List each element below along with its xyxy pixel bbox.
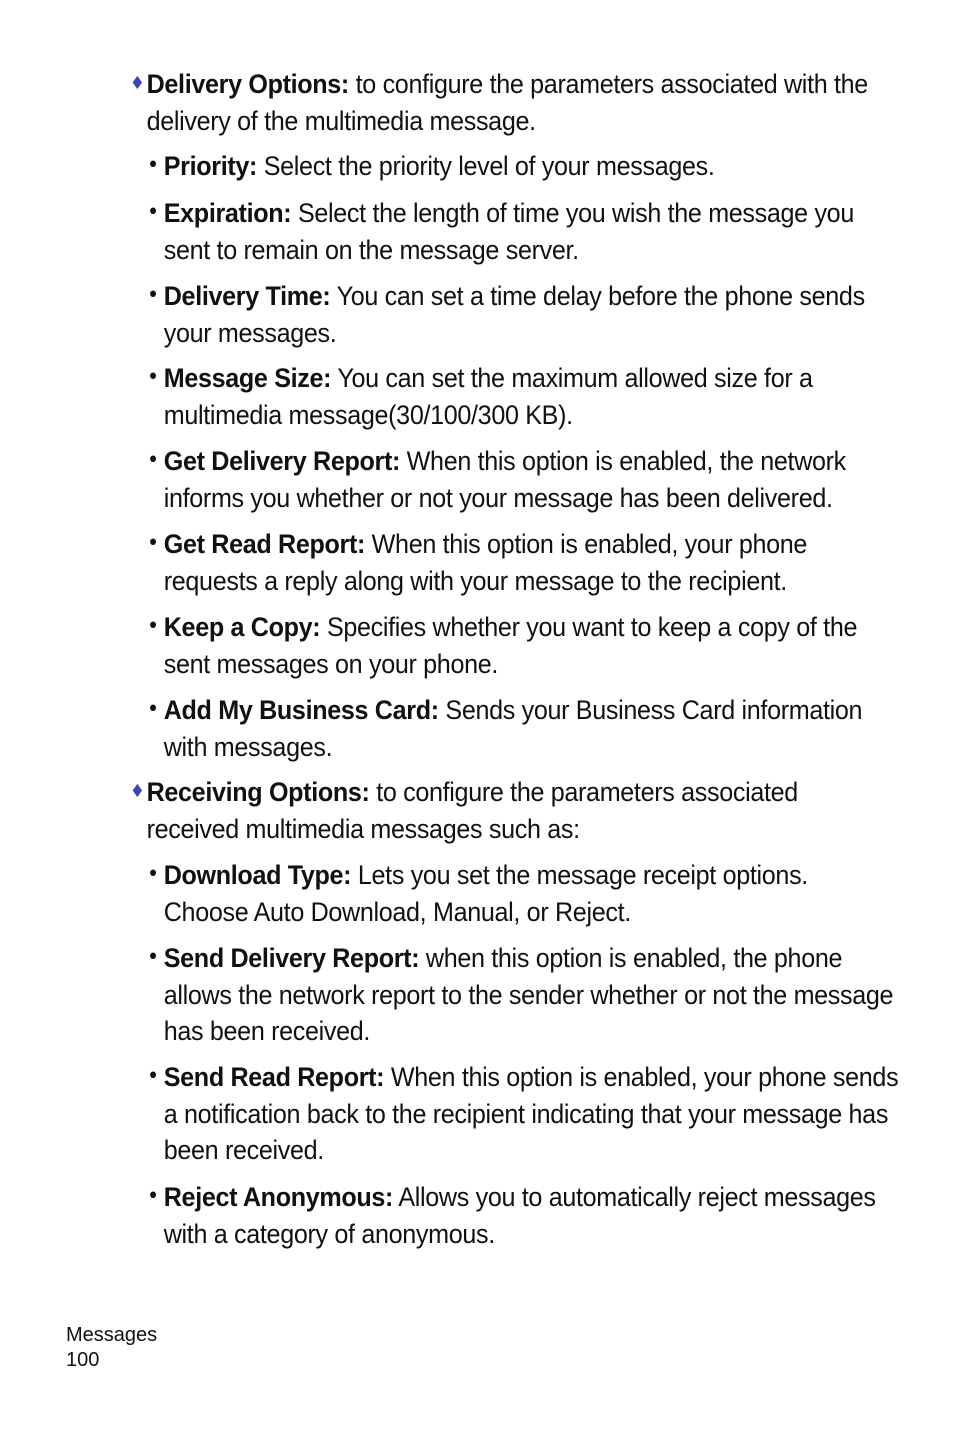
item-text bbox=[164, 195, 899, 268]
item-description: You can set the maximum allowed size for a multimedia message(30/100/300 KB). bbox=[163, 363, 813, 430]
bullet-icon: • bbox=[147, 1184, 159, 1209]
item-text bbox=[164, 609, 899, 682]
item-label: Download Type: bbox=[163, 860, 352, 890]
item-label: Reject Anonymous: bbox=[163, 1182, 394, 1212]
list-item-expiration bbox=[147, 195, 854, 268]
item-label: Message Size: bbox=[163, 363, 332, 393]
item-text bbox=[164, 857, 899, 930]
bullet-icon: • bbox=[147, 448, 159, 473]
item-text bbox=[164, 443, 899, 516]
item-text bbox=[164, 940, 899, 1050]
item-description: Lets you set the message receipt options. Choose Auto Download, Manual, or Reject. bbox=[163, 860, 808, 927]
bullet-icon: • bbox=[147, 945, 159, 970]
section-description: to configure the parameters associated with the delivery of the multimedia message. bbox=[146, 69, 868, 136]
bullet-icon: • bbox=[147, 697, 159, 722]
item-text bbox=[164, 692, 899, 765]
diamond-icon: ♦ bbox=[129, 73, 145, 94]
item-description: Sends your Business Card information with messages. bbox=[163, 695, 863, 762]
item-description: When this option is enabled, your phone requests a reply along with your message to the recipient. bbox=[163, 529, 808, 596]
list-item-message-size bbox=[147, 360, 854, 433]
bullet-icon: • bbox=[147, 531, 159, 556]
item-description: Allows you to automatically reject messages with a category of anonymous. bbox=[163, 1182, 876, 1249]
item-label: Add My Business Card: bbox=[163, 695, 439, 725]
diamond-icon: ♦ bbox=[129, 781, 145, 802]
list-item-delivery-time bbox=[147, 278, 865, 351]
item-label: Keep a Copy: bbox=[163, 612, 321, 642]
item-label: Delivery Time: bbox=[163, 281, 331, 311]
section-description: to configure the parameters associated received multimedia messages such as: bbox=[146, 777, 798, 844]
item-description: Specifies whether you want to keep a copy of the sent messages on your phone. bbox=[163, 612, 858, 679]
list-item-send-delivery-report bbox=[147, 940, 894, 1050]
section-delivery-options bbox=[128, 66, 888, 139]
list-item-get-delivery-report bbox=[147, 443, 854, 516]
bullet-icon: • bbox=[147, 1064, 159, 1089]
list-item-get-read-report bbox=[147, 526, 854, 599]
bullet-icon: • bbox=[147, 283, 159, 308]
item-text bbox=[164, 278, 899, 351]
item-description: when this option is enabled, the phone allows the network report to the sender whether or not the message has been received. bbox=[163, 943, 894, 1046]
item-text bbox=[164, 148, 899, 185]
section-heading bbox=[128, 774, 881, 847]
bullet-icon: • bbox=[147, 200, 159, 225]
list-item-send-read-report bbox=[147, 1059, 899, 1169]
section-heading bbox=[128, 66, 881, 139]
bullet-icon: • bbox=[147, 862, 159, 887]
item-label: Expiration: bbox=[163, 198, 292, 228]
list-item-reject-anonymous bbox=[147, 1179, 876, 1252]
item-description: When this option is enabled, the network informs you whether or not your message has been delivered. bbox=[163, 446, 846, 513]
item-description: Select the length of time you wish the message you sent to remain on the message server. bbox=[163, 198, 854, 265]
item-label: Send Delivery Report: bbox=[163, 943, 420, 973]
bullet-icon: • bbox=[147, 614, 159, 639]
list-item-priority bbox=[147, 148, 854, 185]
bullet-icon: • bbox=[147, 365, 159, 390]
section-receiving-options bbox=[128, 774, 888, 847]
list-item-add-my-business-card bbox=[147, 692, 863, 765]
item-text bbox=[164, 360, 899, 433]
footer-chapter: Messages bbox=[66, 1324, 158, 1346]
item-label: Send Read Report: bbox=[163, 1062, 385, 1092]
item-label: Get Read Report: bbox=[163, 529, 366, 559]
item-text bbox=[164, 1179, 899, 1252]
item-description: When this option is enabled, your phone sends a notification back to the recipient indicating that your message has been received. bbox=[163, 1062, 899, 1165]
item-description: Select the priority level of your messages. bbox=[257, 151, 715, 181]
footer-page-number: 100 bbox=[66, 1349, 100, 1371]
item-label: Priority: bbox=[163, 151, 258, 181]
section-title: Delivery Options: bbox=[146, 69, 349, 99]
list-item-download-type bbox=[147, 857, 854, 930]
page-footer bbox=[66, 1323, 157, 1373]
bullet-icon: • bbox=[147, 153, 159, 178]
section-title: Receiving Options: bbox=[146, 777, 370, 807]
item-description: You can set a time delay before the phone sends your messages. bbox=[163, 281, 865, 348]
list-item-keep-a-copy bbox=[147, 609, 858, 682]
item-text bbox=[164, 526, 899, 599]
item-label: Get Delivery Report: bbox=[163, 446, 401, 476]
item-text bbox=[164, 1059, 899, 1169]
